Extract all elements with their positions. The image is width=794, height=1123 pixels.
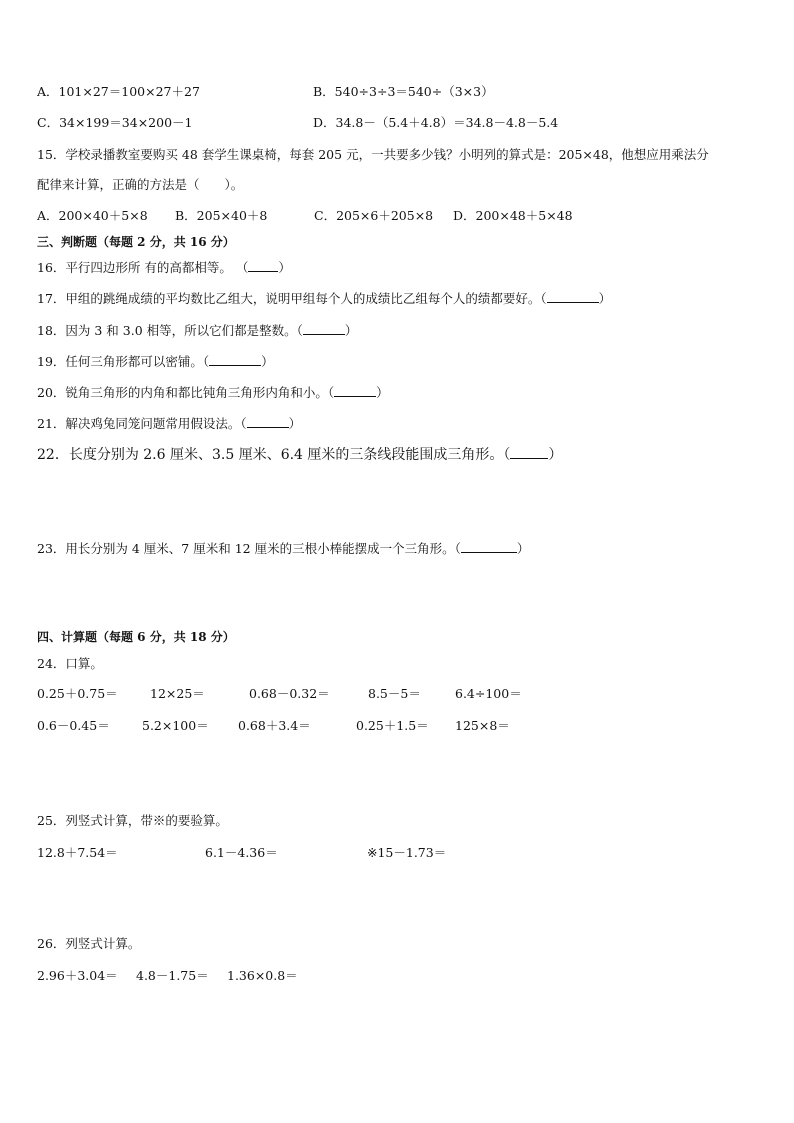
q24-calc: 0.68－0.32＝ bbox=[249, 686, 330, 701]
q15-option-c: C．205×6＋205×8 bbox=[314, 208, 434, 223]
q26-calc: 4.8－1.75＝ bbox=[136, 968, 209, 983]
question-end: ） bbox=[278, 260, 291, 275]
q14-option-b: B．540÷3÷3＝540÷（3×3） bbox=[313, 84, 494, 99]
q24-title: 24．口算。 bbox=[37, 656, 103, 671]
question-22 bbox=[37, 447, 562, 463]
question-18 bbox=[37, 323, 357, 339]
answer-blank[interactable] bbox=[461, 541, 517, 553]
question-text: 22．长度分别为 2.6 厘米、3.5 厘米、6.4 厘米的三条线段能围成三角形。（ bbox=[37, 447, 511, 463]
question-end: ） bbox=[344, 323, 358, 338]
question-19 bbox=[37, 354, 274, 370]
section3-title: 三、判断题（每题 2 分，共 16 分） bbox=[37, 235, 235, 249]
q24-calc: 6.4÷100＝ bbox=[455, 686, 522, 701]
q14-option-a: A．101×27＝100×27＋27 bbox=[37, 84, 200, 99]
answer-blank[interactable] bbox=[248, 260, 278, 272]
q26-calc: 1.36×0.8＝ bbox=[227, 968, 298, 983]
question-end: ） bbox=[516, 541, 530, 556]
question-text: 21．解决鸡兔同笼问题常用假设法。（ bbox=[37, 416, 247, 431]
question-end: ） bbox=[376, 385, 389, 400]
q14-option-d: D．34.8－（5.4＋4.8）＝34.8－4.8－5.4 bbox=[313, 115, 559, 130]
q14-option-c: C．34×199＝34×200－1 bbox=[37, 115, 193, 130]
question-20 bbox=[37, 385, 389, 401]
question-end: ） bbox=[288, 416, 302, 431]
q25-calc: ※15－1.73＝ bbox=[367, 845, 447, 860]
q24-calc: 0.68＋3.4＝ bbox=[238, 718, 311, 733]
q24-calc: 0.6－0.45＝ bbox=[37, 718, 110, 733]
q24-calc: 8.5－5＝ bbox=[368, 686, 421, 701]
q15-text-line1: 15．学校录播教室要购买 48 套学生课桌椅，每套 205 元，一共要多少钱？小明列的算式是：205×48，他想应用乘法分 bbox=[37, 147, 709, 162]
q15-option-a: A．200×40＋5×8 bbox=[37, 208, 148, 223]
q25-calc: 6.1－4.36＝ bbox=[205, 845, 278, 860]
q15-option-d: D．200×48＋5×48 bbox=[453, 208, 573, 223]
answer-blank[interactable] bbox=[334, 385, 376, 397]
question-end: ） bbox=[261, 354, 274, 369]
question-end: ） bbox=[548, 447, 563, 463]
question-23 bbox=[37, 541, 529, 557]
q24-calc: 125×8＝ bbox=[455, 718, 510, 733]
answer-blank[interactable] bbox=[547, 291, 599, 303]
q24-calc: 0.25＋0.75＝ bbox=[37, 686, 118, 701]
q15-option-b: B．205×40＋8 bbox=[175, 208, 268, 223]
question-16 bbox=[37, 260, 291, 276]
question-text: 19．任何三角形都可以密铺。（ bbox=[37, 354, 210, 369]
q24-calc: 12×25＝ bbox=[150, 686, 205, 701]
question-text: 17．甲组的跳绳成绩的平均数比乙组大，说明甲组每个人的成绩比乙组每个人的绩都要好。（ bbox=[37, 291, 547, 306]
q26-title: 26．列竖式计算。 bbox=[37, 936, 141, 951]
answer-blank[interactable] bbox=[303, 323, 345, 335]
question-17 bbox=[37, 291, 611, 307]
question-text: 20．锐角三角形的内角和都比钝角三角形内角和小。（ bbox=[37, 385, 335, 400]
question-text: 16．平行四边形所 有的高都相等。 （ bbox=[37, 260, 249, 275]
question-text: 23．用长分别为 4 厘米、7 厘米和 12 厘米的三根小棒能摆成一个三角形。（ bbox=[37, 541, 461, 556]
answer-blank[interactable] bbox=[247, 416, 289, 428]
question-end: ） bbox=[598, 291, 612, 306]
question-text: 18．因为 3 和 3.0 相等，所以它们都是整数。（ bbox=[37, 323, 303, 338]
q25-calc: 12.8＋7.54＝ bbox=[37, 845, 118, 860]
question-21 bbox=[37, 416, 301, 432]
section4-title: 四、计算题（每题 6 分，共 18 分） bbox=[37, 630, 235, 644]
answer-blank[interactable] bbox=[510, 447, 548, 459]
q26-calc: 2.96＋3.04＝ bbox=[37, 968, 118, 983]
answer-blank[interactable] bbox=[209, 354, 261, 366]
q24-calc: 0.25＋1.5＝ bbox=[356, 718, 429, 733]
q15-text-line2: 配律来计算，正确的方法是（ ）。 bbox=[37, 177, 244, 192]
q24-calc: 5.2×100＝ bbox=[142, 718, 209, 733]
q25-title: 25．列竖式计算，带※的要验算。 bbox=[37, 813, 228, 828]
